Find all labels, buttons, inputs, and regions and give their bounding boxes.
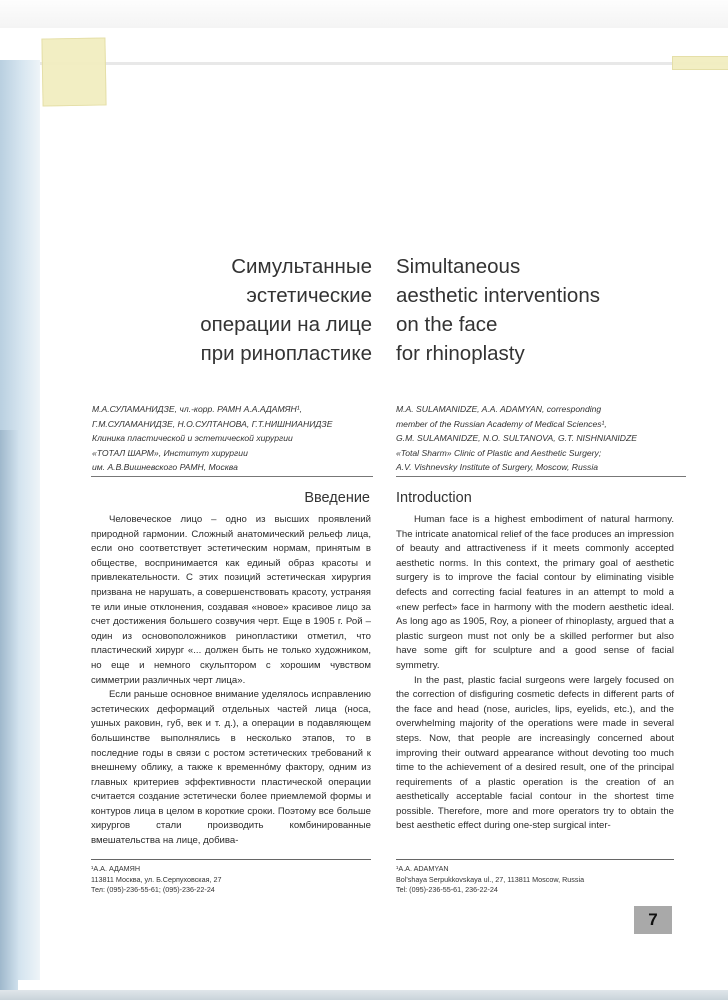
paragraph: In the past, plastic facial surgeons were largely focused on the correction of disfiguring cosmetic defects in different parts of the face and head (nose, auricles, lips, eyelids, etc.), and the overwhelming majority of the operations were made in several steps. Now, that people are increasingly concerned about improving their outward appearance without devoting too much time to the achievement of a desired result, one of the principal requirements of a plastic operation is the creation of an aesthetically acceptable facial contour in the shortest time possible. Therefore, more and more operators try to obtain the best aesthetic effect during one-step surgical inter- (396, 674, 674, 832)
page-top-shadow (40, 62, 728, 65)
affiliation-line: A.V. Vishnevsky Institute of Surgery, Moscow, Russia (396, 462, 599, 472)
paragraph: Human face is a highest embodiment of natural harmony. The intricate anatomical relief of the face produces an impression of beauty and attractiveness if it meets commonly accepted aesthetic norms. In this context, the primary goal of aesthetic surgery is to improve the facial contour by eliminating visible defects and correcting facial features in an attempt to mold a «new perfect» face in harmony with the modern aesthetic ideal. As long ago as 1905, Roy, a pioneer of rhinoplasty, argued that a plastic surgeon must not only be a skilled performer but also have some gift for sculpture and a good sense of facial symmetry. (396, 514, 674, 671)
author-line: Г.М.СУЛАМАНИДЗЕ, Н.О.СУЛТАНОВА, Г.Т.НИШНИАНИДЗЕ (92, 418, 333, 429)
author-line: member of the Russian Academy of Medical Sciences¹, (396, 418, 607, 429)
divider-ru (91, 476, 373, 477)
footnote-line: Bol'shaya Serpukkovskaya ul., 27, 113811 Moscow, Russia (396, 874, 585, 884)
title-ru-line: при ринопластике (200, 342, 372, 365)
footnote-line: Тел: (095)-236-55-61; (095)-236-22-24 (91, 885, 215, 894)
author-line: М.А.СУЛАМАНИДЗЕ, чл.-корр. РАМН А.А.АДАМЯН¹, (92, 404, 302, 414)
footnote-rule-ru (91, 859, 371, 860)
footnote-en (396, 864, 676, 896)
footnote-line: ¹A.A. ADAMYAN (396, 864, 449, 873)
footnote-line: 113811 Москва, ул. Б.Серпуховская, 27 (91, 874, 222, 884)
title-en-line: for rhinoplasty (396, 342, 525, 365)
left-scan-band-lower (0, 430, 18, 990)
affiliation-line: им. А.В.Вишневского РАМН, Москва (92, 462, 238, 472)
title-en-line: Simultaneous (396, 255, 521, 278)
body-text-ru (91, 513, 371, 849)
affiliation-line: Клиника пластической и эстетической хирургии (92, 433, 293, 443)
article-title-en (396, 252, 696, 368)
title-ru-line: Симультанные (231, 255, 372, 278)
footnote-line: Tel: (095)-236-55-61, 236-22-24 (396, 885, 498, 894)
body-text-en (396, 513, 674, 834)
scan-bottom-edge (0, 990, 728, 1000)
title-en-line: on the face (396, 313, 498, 336)
title-ru-line: операции на лице (200, 313, 372, 336)
title-en-line: aesthetic interventions (396, 284, 600, 307)
paragraph: Если раньше основное внимание уделялось исправлению эстетических деформаций отдельных частей лица (носа, ушных раковин, губ, век и т. д.), а операции в подавляющем большинстве выполнялись в несколько этапов, то в последние годы в связи с ростом эстетических требований к внешнему облику, а также к временно́му фактору, одним из главных критериев эффективности пластической операции считается создание эстетически более приемлемой формы и контуров лица в целом в короткие сроки. Поэтому все больше хирургов стали производить комбинированные вмешательства на лице, добива- (91, 689, 371, 847)
divider-en (396, 476, 686, 477)
affiliation-line: «ТОТАЛ ШАРМ», Институт хирургии (92, 447, 248, 458)
section-heading-en: Introduction (396, 490, 472, 506)
authors-ru (92, 402, 374, 475)
scan-top-edge (0, 0, 728, 28)
tape-strip-left (41, 37, 106, 106)
title-ru-line: эстетические (246, 284, 372, 307)
author-line: M.A. SULAMANIDZE, A.A. ADAMYAN, corresponding (396, 404, 602, 414)
authors-en (396, 402, 686, 475)
author-line: G.M. SULAMANIDZE, N.O. SULTANOVA, G.T. NISHNIANIDZE (396, 433, 637, 443)
tape-strip-right (672, 56, 728, 70)
section-heading-ru: Введение (304, 490, 370, 506)
footnote-ru (91, 864, 361, 896)
paragraph: Человеческое лицо – одно из высших проявлений природной гармонии. Сложный анатомический рельеф лица, если оно соответствует эстетическим нормам, принятым в обществе, воспринимается как единый образ красоты и привлекательности. С этих позиций эстетическая хирургия призвана не нарушать, а совершенствовать красоту, устраняя те или иные отклонения, создавая «новое» красивое лицо за счет достижения большего созвучия черт. Еще в 1905 г. Рой – один из основоположников ринопластики отметил, что пластический хирург «... должен быть не только художником, но еще и немного скульптором с хорошим чувством симметрии различных черт лица». (91, 514, 371, 686)
affiliation-line: «Total Sharm» Clinic of Plastic and Aesthetic Surgery; (396, 447, 602, 458)
article-title-ru (170, 252, 372, 368)
page-number: 7 (634, 906, 672, 934)
footnote-rule-en (396, 859, 674, 860)
footnote-line: ¹А.А. АДАМЯН (91, 864, 141, 873)
